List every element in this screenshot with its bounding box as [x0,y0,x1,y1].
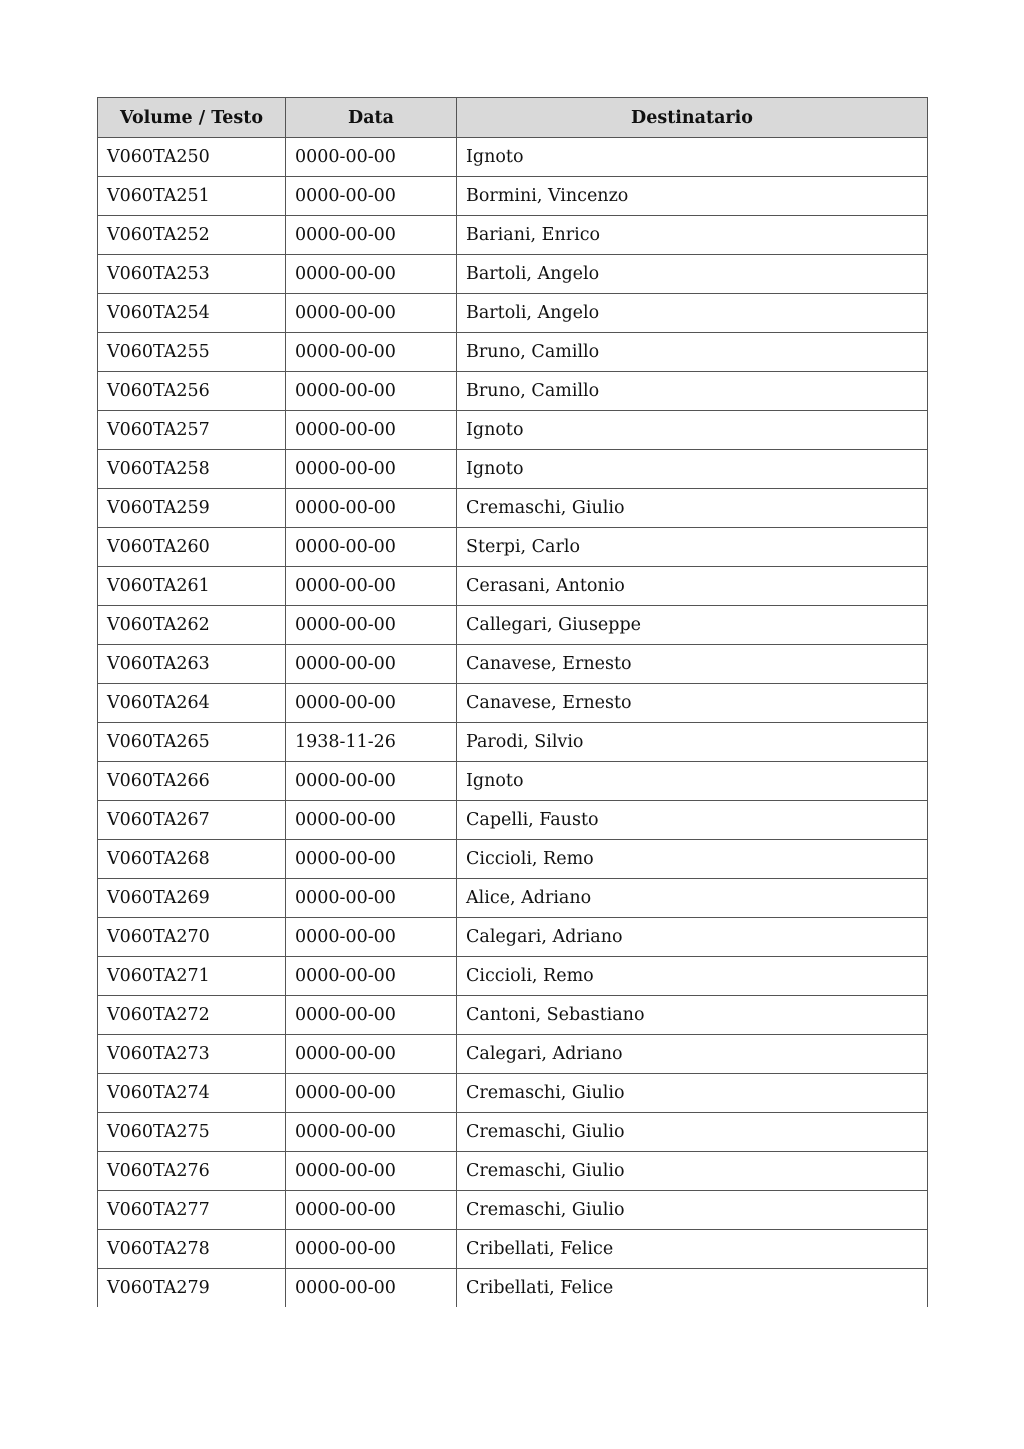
cell-volume-testo: V060TA257 [98,411,286,450]
cell-volume-testo: V060TA251 [98,177,286,216]
cell-data: 0000-00-00 [286,177,457,216]
table-row [98,723,928,762]
cell-volume-testo: V060TA268 [98,840,286,879]
cell-destinatario: Bormini, Vincenzo [457,177,928,216]
cell-data: 0000-00-00 [286,1230,457,1269]
cell-volume-testo: V060TA262 [98,606,286,645]
table-row [98,411,928,450]
cell-data: 0000-00-00 [286,1074,457,1113]
cell-data: 0000-00-00 [286,1113,457,1152]
cell-destinatario: Ciccioli, Remo [457,840,928,879]
cell-destinatario: Calegari, Adriano [457,1035,928,1074]
cell-volume-testo: V060TA255 [98,333,286,372]
table-row [98,1230,928,1269]
table-body [98,138,928,1308]
cell-data: 0000-00-00 [286,255,457,294]
cell-destinatario: Callegari, Giuseppe [457,606,928,645]
cell-destinatario: Cremaschi, Giulio [457,1113,928,1152]
cell-volume-testo: V060TA253 [98,255,286,294]
table-row [98,1191,928,1230]
table-row [98,1035,928,1074]
cell-data: 0000-00-00 [286,1035,457,1074]
cell-destinatario: Ignoto [457,450,928,489]
cell-volume-testo: V060TA275 [98,1113,286,1152]
cell-data: 0000-00-00 [286,372,457,411]
cell-volume-testo: V060TA272 [98,996,286,1035]
table-row [98,489,928,528]
table-row [98,684,928,723]
table-row [98,333,928,372]
table-row [98,879,928,918]
header-row [98,98,928,138]
table-row [98,567,928,606]
cell-data: 0000-00-00 [286,1191,457,1230]
table-row [98,255,928,294]
cell-volume-testo: V060TA274 [98,1074,286,1113]
cell-volume-testo: V060TA270 [98,918,286,957]
table-row [98,606,928,645]
cell-data: 0000-00-00 [286,957,457,996]
cell-data: 1938-11-26 [286,723,457,762]
cell-data: 0000-00-00 [286,645,457,684]
cell-data: 0000-00-00 [286,840,457,879]
table-row [98,528,928,567]
cell-volume-testo: V060TA273 [98,1035,286,1074]
cell-data: 0000-00-00 [286,762,457,801]
cell-destinatario: Sterpi, Carlo [457,528,928,567]
table-row [98,1113,928,1152]
cell-destinatario: Alice, Adriano [457,879,928,918]
cell-volume-testo: V060TA271 [98,957,286,996]
cell-destinatario: Cantoni, Sebastiano [457,996,928,1035]
cell-destinatario: Cribellati, Felice [457,1269,928,1308]
table-row [98,957,928,996]
records-table [97,97,928,1307]
cell-data: 0000-00-00 [286,528,457,567]
cell-destinatario: Ignoto [457,762,928,801]
cell-data: 0000-00-00 [286,411,457,450]
column-header-destinatario: Destinatario [457,98,928,138]
cell-data: 0000-00-00 [286,801,457,840]
cell-destinatario: Capelli, Fausto [457,801,928,840]
cell-volume-testo: V060TA264 [98,684,286,723]
cell-data: 0000-00-00 [286,1269,457,1308]
cell-volume-testo: V060TA269 [98,879,286,918]
cell-volume-testo: V060TA260 [98,528,286,567]
cell-data: 0000-00-00 [286,918,457,957]
cell-destinatario: Bruno, Camillo [457,372,928,411]
cell-volume-testo: V060TA279 [98,1269,286,1308]
cell-volume-testo: V060TA258 [98,450,286,489]
cell-destinatario: Ignoto [457,138,928,177]
cell-data: 0000-00-00 [286,216,457,255]
cell-volume-testo: V060TA259 [98,489,286,528]
table-row [98,138,928,177]
table-header [98,98,928,138]
cell-destinatario: Cremaschi, Giulio [457,1152,928,1191]
table-row [98,996,928,1035]
cell-destinatario: Ignoto [457,411,928,450]
cell-volume-testo: V060TA266 [98,762,286,801]
cell-destinatario: Cremaschi, Giulio [457,1191,928,1230]
cell-destinatario: Canavese, Ernesto [457,684,928,723]
table-row [98,177,928,216]
cell-destinatario: Ciccioli, Remo [457,957,928,996]
cell-volume-testo: V060TA256 [98,372,286,411]
cell-volume-testo: V060TA278 [98,1230,286,1269]
cell-destinatario: Bartoli, Angelo [457,294,928,333]
table-row [98,1152,928,1191]
cell-destinatario: Cremaschi, Giulio [457,489,928,528]
table-row [98,450,928,489]
table-row [98,918,928,957]
table-row [98,840,928,879]
cell-destinatario: Cerasani, Antonio [457,567,928,606]
cell-data: 0000-00-00 [286,1152,457,1191]
cell-destinatario: Canavese, Ernesto [457,645,928,684]
cell-volume-testo: V060TA265 [98,723,286,762]
table-row [98,645,928,684]
table-row [98,1074,928,1113]
cell-volume-testo: V060TA277 [98,1191,286,1230]
cell-data: 0000-00-00 [286,333,457,372]
cell-destinatario: Bariani, Enrico [457,216,928,255]
cell-data: 0000-00-00 [286,879,457,918]
table-row [98,216,928,255]
cell-destinatario: Bruno, Camillo [457,333,928,372]
cell-data: 0000-00-00 [286,606,457,645]
cell-data: 0000-00-00 [286,567,457,606]
table-row [98,294,928,333]
cell-data: 0000-00-00 [286,996,457,1035]
cell-destinatario: Cribellati, Felice [457,1230,928,1269]
cell-data: 0000-00-00 [286,489,457,528]
table-row [98,372,928,411]
cell-volume-testo: V060TA252 [98,216,286,255]
table-row [98,801,928,840]
table-row [98,1269,928,1308]
cell-destinatario: Parodi, Silvio [457,723,928,762]
cell-data: 0000-00-00 [286,684,457,723]
cell-volume-testo: V060TA254 [98,294,286,333]
column-header-volume-testo: Volume / Testo [98,98,286,138]
cell-destinatario: Bartoli, Angelo [457,255,928,294]
cell-volume-testo: V060TA267 [98,801,286,840]
column-header-data: Data [286,98,457,138]
table-row [98,762,928,801]
cell-data: 0000-00-00 [286,138,457,177]
cell-volume-testo: V060TA250 [98,138,286,177]
cell-volume-testo: V060TA276 [98,1152,286,1191]
cell-destinatario: Cremaschi, Giulio [457,1074,928,1113]
cell-destinatario: Calegari, Adriano [457,918,928,957]
cell-volume-testo: V060TA263 [98,645,286,684]
cell-data: 0000-00-00 [286,294,457,333]
cell-volume-testo: V060TA261 [98,567,286,606]
cell-data: 0000-00-00 [286,450,457,489]
